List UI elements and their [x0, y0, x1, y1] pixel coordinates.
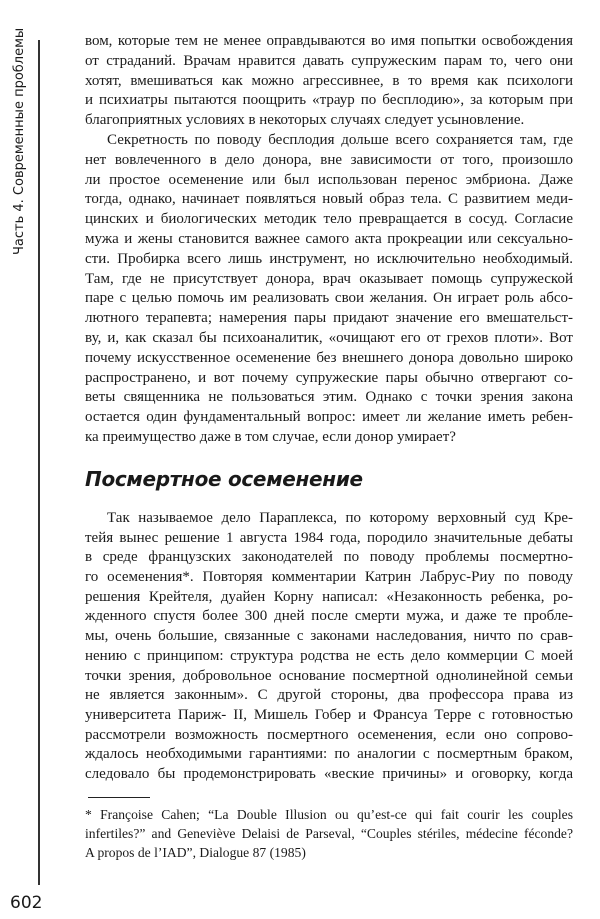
paragraph: [85, 131, 573, 448]
text-line: благоприятных условиях в некоторых случаях следует усыновление.: [85, 112, 525, 129]
text-line: почему искусственное осеменение без внешнего донора довольно широко: [85, 349, 573, 366]
text-line: мужа и жены становится важнее самого акта прокреации или сексуально-: [85, 230, 573, 247]
text-line: хотят, вмешиваться как можно агрессивнее, в то время как психологи: [85, 72, 573, 89]
footnote-line: * Françoise Cahen; “La Double Illusion ou qu’est-ce qui fait courir les couples: [85, 807, 573, 822]
page-number: 602: [10, 893, 43, 913]
footnote-line: infertiles?” and Geneviève Delaisi de Parseval, “Couples stériles, médecine féconde?: [85, 826, 573, 841]
text-line: ву, и, как сказал бы психоаналитик, «очищают его от грехов плоти». Вот: [85, 329, 573, 346]
margin-rule: [38, 40, 40, 885]
text-line: мы, очень большие, связанные с законами наследования, ничто по срав-: [85, 628, 573, 645]
text-line: го осеменения*. Повторяя комментарии Катрин Лабрус-Риу по поводу: [85, 569, 573, 586]
text-line: тейя вынес решение 1 августа 1984 года, породило значительные дебаты: [85, 529, 573, 546]
body-text-bottom: [85, 509, 573, 785]
text-line: веты священника не пользоваться этим. Однако с точки зрения закона: [85, 389, 573, 406]
text-line: вом, которые тем не менее оправдываются во имя попытки освобождения: [85, 33, 573, 49]
text-line: остается один фундаментальный вопрос: имеет ли желание иметь ребен-: [85, 409, 573, 426]
text-line: и психиатры пытаются поощрить «траур по бесплодию», за которым при: [85, 92, 573, 109]
text-line: Секретность по поводу бесплодия дольше всего сохраняется там, где: [107, 131, 573, 148]
text-line: ждалось необходимыми гарантиями: по аналогии с посмертным браком,: [85, 746, 573, 763]
text-line: Там, где не присутствует донора, врач оказывает помощь супружеской: [85, 270, 573, 287]
text-line: жденного спустя более 300 дней после смерти мужа, и даже те пробле-: [85, 608, 573, 625]
paragraph-continued: [85, 32, 573, 131]
footnote-separator: [88, 797, 150, 798]
text-line: ка преимущество даже в том случае, если донор умирает?: [85, 428, 456, 445]
running-head-chapter: Часть 4. Современные проблемы: [12, 27, 27, 255]
text-line: от страданий. Врачам нравится давать супружеским парам то, чего они: [85, 52, 573, 69]
text-line: ли простое осеменение или был использован перенос эмбриона. Даже: [85, 171, 573, 188]
text-line: рассмотрели возможность посмертного осеменения, если оно сопрово-: [85, 726, 573, 743]
text-line: лютного терапевта; намерения пары придают значение его вмешательст-: [85, 310, 573, 327]
text-line: решения Крейтеля, дуайен Корну написал: «Незаконность ребенка, ро-: [85, 588, 573, 605]
text-line: сти. Пробирка всего лишь инструмент, но исключительно необходимый.: [85, 250, 573, 267]
text-line: распространено, и вот почему супружеские пары обычно отвергают со-: [85, 369, 573, 386]
text-line: нет вовлеченного в дело донора, вне зависимости от того, произошло: [85, 151, 573, 168]
text-line: нению с принципом: структура родства не есть дело коммерции С моей: [85, 647, 573, 664]
text-line: цинских и биологических методик тело превращается в сосуд. Согласие: [85, 211, 573, 228]
text-line: не является законным». С другой стороны, два профессора права из: [85, 687, 573, 704]
text-line: точки зрения, добровольное основание посмертной однолинейной семьи: [85, 667, 573, 684]
body-text-top: [85, 32, 573, 448]
text-line: Так называемое дело Параплекса, по которому верховный суд Кре-: [107, 510, 573, 526]
footnote: [85, 805, 573, 862]
text-line: следовало бы продемонстрировать «веские причины» и оговорку, когда: [85, 765, 573, 782]
text-line: в среде французских законодателей по поводу проблемы посмертно-: [85, 549, 573, 566]
section-heading: Посмертное осеменение: [85, 467, 363, 491]
text-line: паре с целью помочь им реализовать свои желания. Он играет роль абсо-: [85, 290, 573, 307]
text-line: тогда, однако, начинает появляться новый образ тела. С развитием меди-: [85, 191, 573, 208]
text-line: университета Париж- II, Мишель Гобер и Франсуа Терре с готовностью: [85, 706, 573, 723]
footnote-line: A propos de l’IAD”, Dialogue 87 (1985): [85, 845, 306, 860]
